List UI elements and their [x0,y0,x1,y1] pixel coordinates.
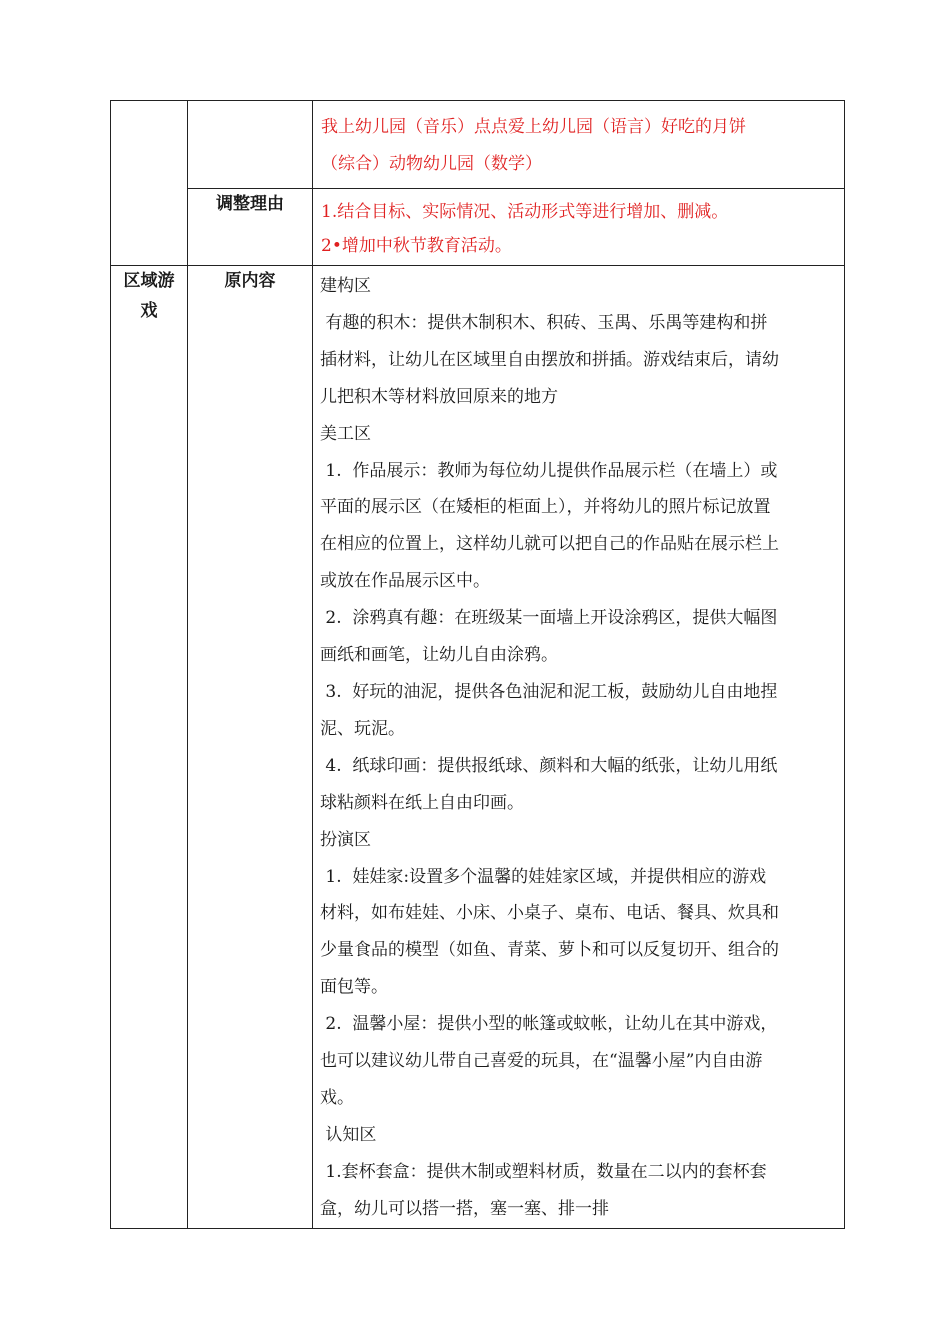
text-line: 1.套杯套盒：提供木制或塑料材质，数量在二以内的套杯套 [320,1161,767,1182]
text-line: 认知区 [320,1124,377,1145]
text-line: 盒，幼儿可以搭一搭，塞一塞、排一排 [320,1198,609,1219]
text-line: 1. 作品展示：教师为每位幼儿提供作品展示栏（在墙上）或 [320,460,778,481]
empty-cell [111,101,188,266]
text-line: 2•增加中秋节教育活动。 [321,236,512,256]
text-line: 美工区 [320,423,371,444]
text-line: 2. 涂鸦真有趣：在班级某一面墙上开设涂鸦区，提供大幅图 [320,608,778,629]
text-line: 或放在作品展示区中。 [320,571,490,592]
activities-row [111,101,845,189]
text-line: 1.结合目标、实际情况、活动形式等进行增加、删减。 [321,202,729,222]
text-line: 3. 好玩的油泥，提供各色油泥和泥工板，鼓励幼儿自由地捏 [320,681,778,702]
text-line: 插材料，让幼儿在区域里自由摆放和拼插。游戏结束后，请幼 [320,349,779,370]
text-line: 球粘颜料在纸上自由印画。 [320,792,524,813]
text-line: 我上幼儿园（音乐）点点爱上幼儿园（语言）好吃的月饼 [321,117,746,137]
area-games-content-cell [313,266,845,1229]
text-line: 扮演区 [320,829,371,850]
activities-text [313,101,844,188]
original-content-label: 原内容 [188,266,313,1229]
plan-table [110,100,845,1229]
empty-cell [188,101,313,189]
text-line: 也可以建议幼儿带自己喜爱的玩具，在“温馨小屋”内自由游 [320,1051,763,1072]
text-line: 有趣的积木：提供木制积木、积砖、玉禺、乐禺等建构和拼 [320,312,768,333]
text-line: 戏。 [320,1087,354,1108]
text-line: 平面的展示区（在矮柜的柜面上），并将幼儿的照片标记放置 [320,497,771,518]
text-line: 2. 温馨小屋：提供小型的帐篷或蚊帐，让幼儿在其中游戏， [320,1014,778,1035]
area-games-content [313,266,844,1228]
text-line: 面包等。 [320,977,388,998]
text-line: 少量食品的模型（如鱼、青菜、萝卜和可以反复切开、组合的 [320,940,779,961]
text-line: 4. 纸球印画：提供报纸球、颜料和大幅的纸张，让幼儿用纸 [320,755,778,776]
text-line: 1. 娃娃家:设置多个温馨的娃娃家区域，并提供相应的游戏 [320,866,767,887]
text-line: 在相应的位置上，这样幼儿就可以把自己的作品贴在展示栏上 [320,534,779,555]
text-line: 儿把积木等材料放回原来的地方 [320,386,558,407]
activities-cell [313,101,845,189]
area-games-label [111,266,188,1229]
label-line: 戏 [140,301,158,321]
adjust-reason-cell [313,189,845,266]
text-line: 材料，如布娃娃、小床、小桌子、桌布、电话、餐具、炊具和 [320,903,779,924]
adjust-reason-label: 调整理由 [188,189,313,266]
text-line: 泥、玩泥。 [320,718,405,739]
adjust-reason-text [313,189,844,265]
label-line: 区域游 [123,271,175,291]
text-line: （综合）动物幼儿园（数学） [321,153,542,174]
text-line: 画纸和画笔，让幼儿自由涂鸦。 [320,645,558,666]
adjust-reason-row [111,189,845,266]
area-games-row [111,266,845,1229]
text-line: 建构区 [320,276,371,296]
